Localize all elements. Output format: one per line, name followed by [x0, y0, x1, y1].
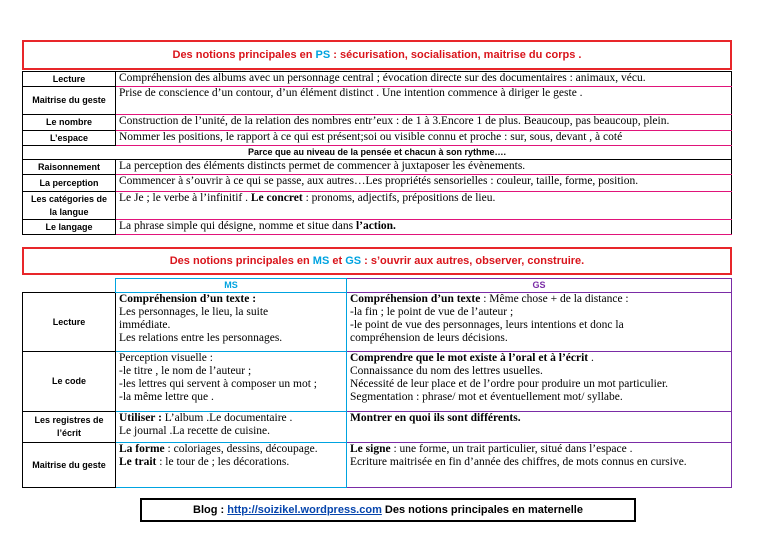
gs-cell	[347, 412, 732, 443]
ms-level: MS	[312, 255, 330, 267]
ps-banner-suffix: : sécurisation, socialisation, maitrise du corps .	[330, 49, 582, 61]
text-line: -les lettres qui servent à composer un mot ;	[119, 378, 318, 390]
table-row	[23, 412, 732, 443]
gs-cell	[347, 352, 732, 412]
text-bold: Comprendre que le mot existe à l’oral et à l’écrit	[350, 352, 589, 364]
row-label: Les catégories de la langue	[23, 192, 116, 220]
text-part: Le Je ; le verbe à l’infinitif .	[119, 192, 251, 204]
row-text: La perception des éléments distincts permet de commencer à juxtaposer les évènements.	[116, 160, 732, 175]
ps-banner-prefix: Des notions principales en	[172, 49, 316, 61]
text-part: La phrase simple qui désigne, nomme et situe dans	[119, 220, 356, 232]
text-part: .	[588, 352, 594, 364]
table-row	[23, 72, 732, 87]
ms-cell	[116, 293, 347, 352]
row-text: Nommer les positions, le rapport à ce qui est présent;soi ou visible connu et proche : sur, sous, devant , à coté	[116, 131, 732, 146]
text-part: : Même chose + de la distance :	[480, 293, 629, 305]
table-row	[23, 443, 732, 488]
gs-level: GS	[345, 255, 362, 267]
text-bold: Compréhension d’un texte :	[119, 293, 257, 305]
text-line: Les relations entre les personnages.	[119, 332, 283, 344]
text-bold: Compréhension d’un texte	[350, 293, 481, 305]
table-row	[23, 131, 732, 146]
blog-link[interactable]: http://soizikel.wordpress.com	[227, 504, 382, 516]
text-part: : une forme, un trait particulier, situé dans l’espace .	[390, 443, 633, 455]
row-label: Maitrise du geste	[23, 87, 116, 115]
msgs-banner-suffix: : s’ouvrir aux autres, observer, construire.	[361, 255, 585, 267]
ps-level: PS	[315, 49, 331, 61]
row-label: La perception	[23, 175, 116, 192]
text-bold: La forme	[119, 443, 165, 455]
text-line: Le journal .La recette de cuisine.	[119, 425, 271, 437]
ms-cell	[116, 352, 347, 412]
row-text: Commencer à s’ouvrir à ce qui se passe, aux autres…Les propriétés sensorielles : couleur, taille, forme, position.	[116, 175, 732, 192]
table-row	[23, 352, 732, 412]
text-line: -la même lettre que .	[119, 391, 214, 403]
text-bold: Utiliser :	[119, 412, 162, 424]
text-bold: Le concret	[250, 192, 303, 204]
col-head-ms: MS	[116, 279, 347, 293]
row-label: Les registres de l’écrit	[23, 412, 116, 443]
blog-footer	[140, 498, 636, 522]
row-label: Le langage	[23, 220, 116, 235]
row-label: Lecture	[23, 72, 116, 87]
ms-cell	[116, 443, 347, 488]
row-text: Compréhension des albums avec un personnage central ; évocation directe sur des documentaires : animaux, vécu.	[116, 72, 732, 87]
table-row	[23, 160, 732, 175]
row-text: Construction de l’unité, de la relation des nombres entr’eux : de 1 à 3.Encore 1 de plus. Beaucoup, pas beaucoup, plein.	[116, 115, 732, 131]
text-part: : coloriages, dessins, découpage.	[164, 443, 318, 455]
row-text	[116, 192, 732, 220]
ms-cell	[116, 412, 347, 443]
text-line: -le point de vue des personnages, leurs intentions et donc la	[350, 319, 624, 331]
footer-suffix: Des notions principales en maternelle	[381, 504, 583, 516]
gs-cell	[347, 443, 732, 488]
text-bold: l’action.	[355, 220, 396, 232]
ps-banner	[22, 40, 732, 70]
text-line: Connaissance du nom des lettres usuelles.	[350, 365, 543, 377]
text-line: Perception visuelle :	[119, 352, 213, 364]
text-bold: Le trait	[119, 456, 157, 468]
text-part: : le tour de ; les décorations.	[156, 456, 290, 468]
table-row	[23, 192, 732, 220]
row-label: Raisonnement	[23, 160, 116, 175]
msgs-banner	[22, 247, 732, 275]
text-bold: Montrer en quoi ils sont différents.	[350, 412, 521, 424]
table-row	[23, 175, 732, 192]
text-line: compréhension de leurs décisions.	[350, 332, 508, 344]
msgs-banner-mid: et	[329, 255, 346, 267]
row-text: Prise de conscience d’un contour, d’un élément distinct . Une intention commence à diriger le geste .	[116, 87, 732, 115]
text-line: -la fin ; le point de vue de l’auteur ;	[350, 306, 514, 318]
text-line: Nécessité de leur place et de l’ordre pour produire un mot particulier.	[350, 378, 669, 390]
table-row	[23, 279, 732, 293]
text-bold: Le signe	[350, 443, 391, 455]
footer-prefix: Blog :	[193, 504, 228, 516]
table-row	[23, 87, 732, 115]
row-label: Lecture	[23, 293, 116, 352]
text-part: L’album .Le documentaire .	[161, 412, 293, 424]
text-part: : pronoms, adjectifs, prépositions de lieu.	[302, 192, 496, 204]
table-row	[23, 115, 732, 131]
ps-table	[22, 71, 732, 235]
gs-cell	[347, 293, 732, 352]
text-line: Les personnages, le lieu, la suite	[119, 306, 269, 318]
row-label: Le nombre	[23, 115, 116, 131]
table-row	[23, 220, 732, 235]
msgs-table	[22, 278, 732, 488]
text-line: Segmentation : phrase/ mot et éventuellement mot/ syllabe.	[350, 391, 623, 403]
text-line: -le titre , le nom de l’auteur ;	[119, 365, 252, 377]
text-line: Ecriture maitrisée en fin d’année des chiffres, de mots connus en cursive.	[350, 456, 687, 468]
col-head-gs: GS	[347, 279, 732, 293]
empty-cell	[23, 279, 116, 293]
ps-mid-caption: Parce que au niveau de la pensée et chacun à son rythme….	[23, 146, 732, 160]
text-line: immédiate.	[119, 319, 171, 331]
row-label: Maitrise du geste	[23, 443, 116, 488]
row-label: L’espace	[23, 131, 116, 146]
table-row	[23, 146, 732, 160]
table-row	[23, 293, 732, 352]
row-text	[116, 220, 732, 235]
msgs-banner-prefix: Des notions principales en	[169, 255, 313, 267]
row-label: Le code	[23, 352, 116, 412]
